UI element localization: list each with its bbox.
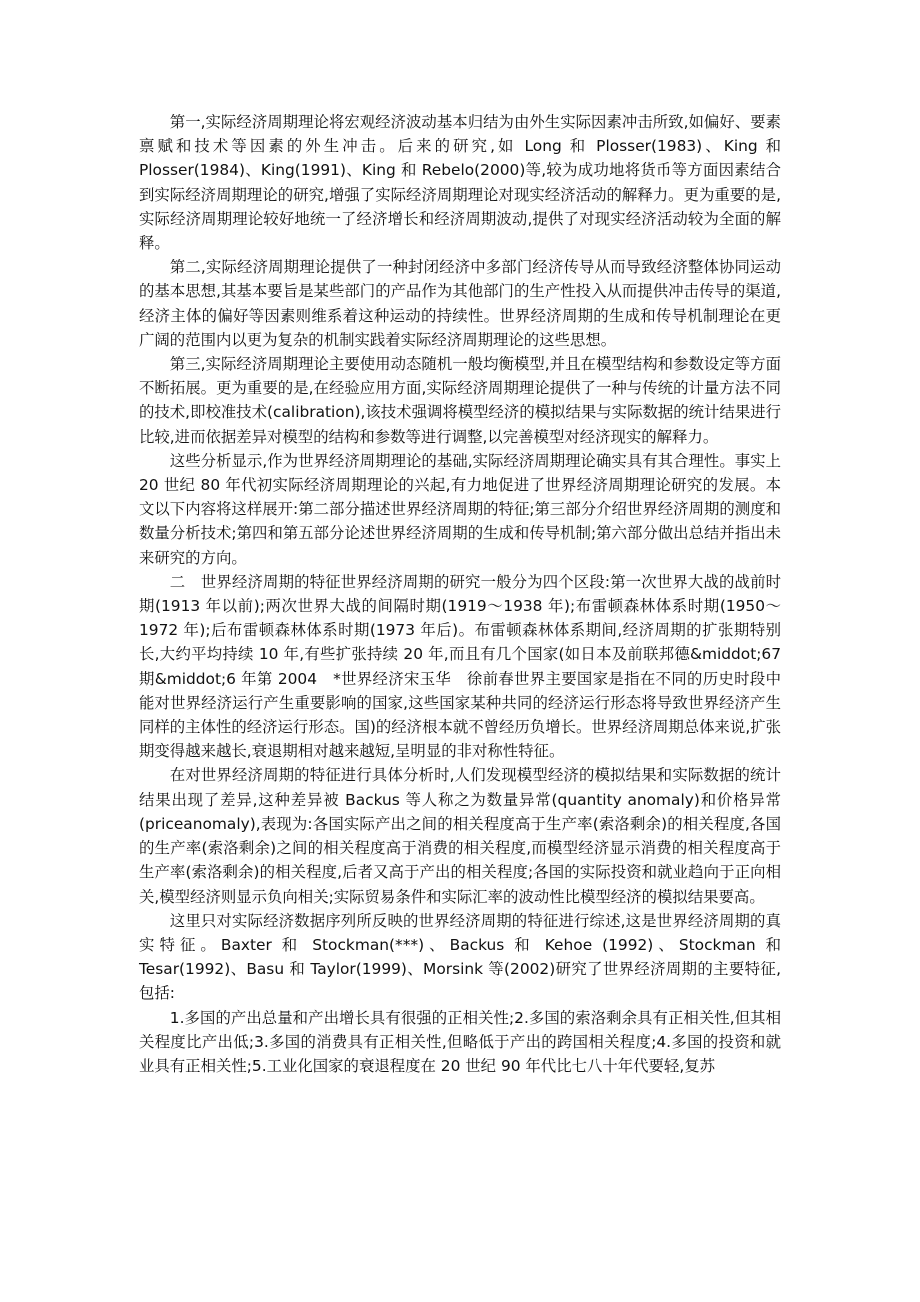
paragraph-7: 这里只对实际经济数据序列所反映的世界经济周期的特征进行综述,这是世界经济周期的真实特征。Baxter 和 Stockman(***)、Backus 和 Kehoe (1992)、Stockman 和 Tesar(1992)、Basu 和 Taylor(1999)、Morsink 等(2002)研究了世界经济周期的主要特征,包括: [139,911,781,1003]
paragraph-4: 这些分析显示,作为世界经济周期理论的基础,实际经济周期理论确实具有其合理性。事实上 20 世纪 80 年代初实际经济周期理论的兴起,有力地促进了世界经济周期理论研究的发展。本文以下内容将这样展开:第二部分描述世界经济周期的特征;第三部分介绍世界经济周期的测度和数量分析技术;第四和第五部分论述世界经济周期的生成和传导机制;第六部分做出总结并指出未来研究的方向。 [139,451,781,567]
paragraph-6: 在对世界经济周期的特征进行具体分析时,人们发现模型经济的模拟结果和实际数据的统计结果出现了差异,这种差异被 Backus 等人称之为数量异常(quantity anomaly)和价格异常(priceanomaly),表现为:各国实际产出之间的相关程度高于生产率(索洛剩余)的相关程度,各国的生产率(索洛剩余)之间的相关程度高于消费的相关程度,而模型经济显示消费的相关程度高于生产率(索洛剩余)的相关程度,后者又高于产出的相关程度;各国的实际投资和就业趋向于正向相关,模型经济则显示负向相关;实际贸易条件和实际汇率的波动性比模型经济的模拟结果要高。 [139,766,781,906]
paragraph-5: 二 世界经济周期的特征世界经济周期的研究一般分为四个区段:第一次世界大战的战前时期(1913 年以前);两次世界大战的间隔时期(1919～1938 年);布雷顿森林体系时期(1950～1972 年);后布雷顿森林体系时期(1973 年后)。布雷顿森林体系期间,经济周期的扩张期特别长,大约平均持续 10 年,有些扩张持续 20 年,而且有几个国家(如日本及前联邦德&middot;67 期&middot;6 年第 2004 *世界经济宋玉华 徐前春世界主要国家是指在不同的历史时段中能对世界经济运行产生重要影响的国家,这些国家某种共同的经济运行形态将导致世界经济产生同样的主体性的经济运行形态。国)的经济根本就不曾经历负增长。世界经济周期总体来说,扩张期变得越来越长,衰退期相对越来越短,呈明显的非对称性特征。 [139,572,781,761]
document-body [139,110,781,1078]
paragraph-3: 第三,实际经济周期理论主要使用动态随机一般均衡模型,并且在模型结构和参数设定等方面不断拓展。更为重要的是,在经验应用方面,实际经济周期理论提供了一种与传统的计量方法不同的技术,即校准技术(calibration),该技术强调将模型经济的模拟结果与实际数据的统计结果进行比较,进而依据差异对模型的结构和参数等进行调整,以完善模型对经济现实的解释力。 [139,355,781,446]
paragraph-1: 第一,实际经济周期理论将宏观经济波动基本归结为由外生实际因素冲击所致,如偏好、要素禀赋和技术等因素的外生冲击。后来的研究,如 Long 和 Plosser(1983)、King 和 Plosser(1984)、King(1991)、King 和 Rebelo(2000)等,较为成功地将货币等方面因素结合到实际经济周期理论的研究,增强了实际经济周期理论对现实经济活动的解释力。更为重要的是,实际经济周期理论较好地统一了经济增长和经济周期波动,提供了对现实经济活动较为全面的解释。 [139,113,781,253]
paragraph-8: 1.多国的产出总量和产出增长具有很强的正相关性;2.多国的索洛剩余具有正相关性,但其相关程度比产出低;3.多国的消费具有正相关性,但略低于产出的跨国相关程度;4.多国的投资和就业具有正相关性;5.工业化国家的衰退程度在 20 世纪 90 年代比七八十年代要轻,复苏 [139,1008,781,1075]
paragraph-2: 第二,实际经济周期理论提供了一种封闭经济中多部门经济传导从而导致经济整体协同运动的基本思想,其基本要旨是某些部门的产品作为其他部门的生产性投入从而提供冲击传导的渠道,经济主体的偏好等因素则维系着这种运动的持续性。世界经济周期的生成和传导机制理论在更广阔的范围内以更为复杂的机制实践着实际经济周期理论的这些思想。 [139,258,781,349]
